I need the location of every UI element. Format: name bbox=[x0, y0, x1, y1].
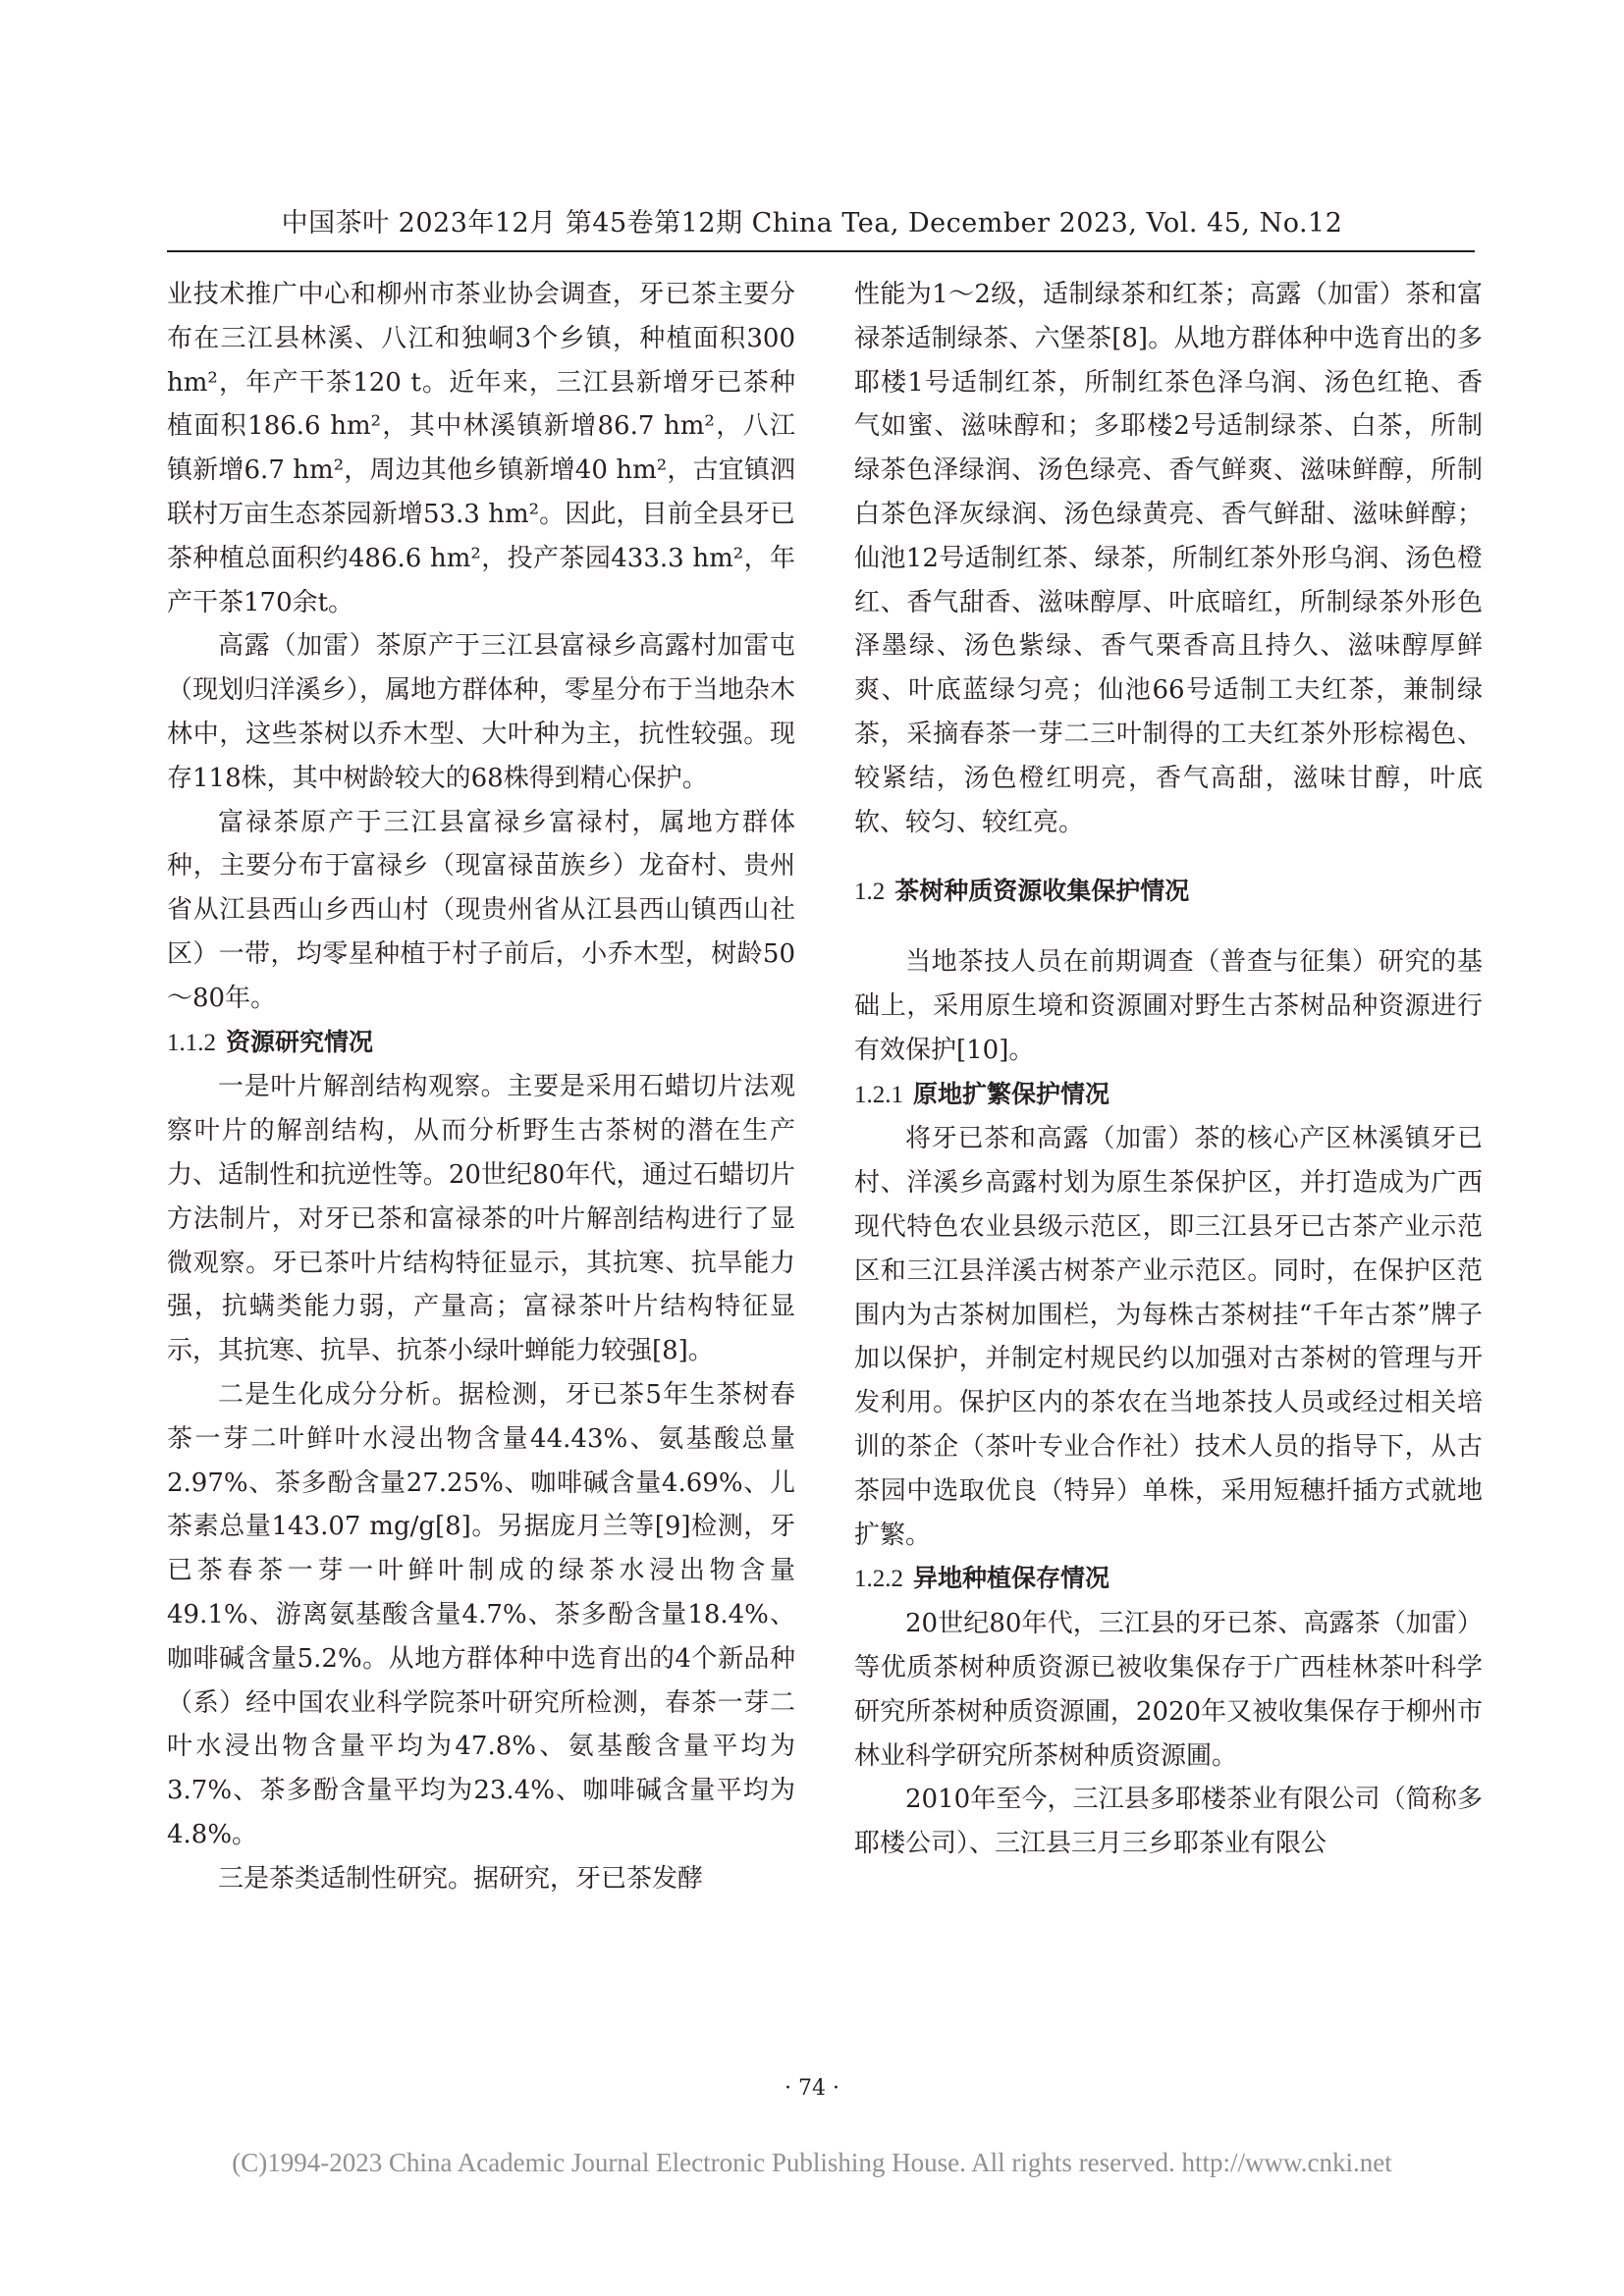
section-title: 茶树种质资源收集保护情况 bbox=[894, 877, 1190, 906]
paragraph: 一是叶片解剖结构观察。主要是采用石蜡切片法观察叶片的解剖结构，从而分析野生古茶树的潜在生产力、适制性和抗逆性等。20世纪80年代，通过石蜡切片方法制片，对牙已茶和富禄茶的叶片解剖结构进行了显微观察。牙已茶叶片结构特征显示，其抗寒、抗旱能力强，抗螨类能力弱，产量高；富禄茶叶片结构特征显示，其抗寒、抗旱、抗茶小绿叶蝉能力较强[8]。 bbox=[167, 1072, 795, 1366]
section-heading-1-1-2 bbox=[167, 1021, 795, 1066]
section-number: 1.2.1 bbox=[854, 1081, 903, 1108]
section-heading-1-2 bbox=[854, 870, 1483, 915]
paragraph: 二是生化成分分析。据检测，牙已茶5年生茶树春茶一芽二叶鲜叶水浸出物含量44.43%、氨基酸总量2.97%、茶多酚含量27.25%、咖啡碱含量4.69%、儿茶素总量143.07 mg/g[8]。另据庞月兰等[9]检测，牙已茶春茶一芽一叶鲜叶制成的绿茶水浸出物含量49.1%、游离氨基酸含量4.7%、茶多酚含量18.4%、咖啡碱含量5.2%。从地方群体种中选育出的4个新品种（系）经中国农业科学院茶叶研究所检测，春茶一芽二叶水浸出物含量平均为47.8%、氨基酸含量平均为3.7%、茶多酚含量平均为23.4%、咖啡碱含量平均为4.8%。 bbox=[167, 1379, 795, 1849]
header-rule bbox=[167, 250, 1475, 252]
section-title: 原地扩繁保护情况 bbox=[913, 1079, 1110, 1108]
paragraph: 富禄茶原产于三江县富禄乡富禄村，属地方群体种，主要分布于富禄乡（现富禄苗族乡）龙奋村、贵州省从江县西山乡西山村（现贵州省从江县西山镇西山社区）一带，均零星种植于村子前后，小乔木型，树龄50～80年。 bbox=[167, 807, 795, 1013]
left-column bbox=[167, 273, 795, 1900]
section-number: 1.2.2 bbox=[854, 1566, 903, 1593]
section-heading-1-2-1 bbox=[854, 1073, 1483, 1118]
section-number: 1.1.2 bbox=[167, 1029, 216, 1056]
right-column bbox=[854, 273, 1483, 1866]
paragraph: 当地茶技人员在前期调查（普查与征集）研究的基础上，采用原生境和资源圃对野生古茶树品种资源进行有效保护[10]。 bbox=[854, 947, 1483, 1065]
section-number: 1.2 bbox=[854, 879, 886, 906]
section-heading-1-2-2 bbox=[854, 1557, 1483, 1602]
paragraph: 业技术推广中心和柳州市茶业协会调查，牙已茶主要分布在三江县林溪、八江和独峒3个乡镇，种植面积300 hm²，年产干茶120 t。近年来，三江县新增牙已茶种植面积186.6 hm²，其中林溪镇新增86.7 hm²，八江镇新增6.7 hm²，周边其他乡镇新增40 hm²，古宜镇泗联村万亩生态茶园新增53.3 hm²。因此，目前全县牙已茶种植总面积约486.6 hm²，投产茶园433.3 hm²，年产干茶170余t。 bbox=[167, 280, 795, 617]
paragraph: 性能为1～2级，适制绿茶和红茶；高露（加雷）茶和富禄茶适制绿茶、六堡茶[8]。从地方群体种中选育出的多耶楼1号适制红茶，所制红茶色泽乌润、汤色红艳、香气如蜜、滋味醇和；多耶楼2号适制绿茶、白茶，所制绿茶色泽绿润、汤色绿亮、香气鲜爽、滋味鲜醇，所制白茶色泽灰绿润、汤色绿黄亮、香气鲜甜、滋味鲜醇；仙池12号适制红茶、绿茶，所制红茶外形乌润、汤色橙红、香气甜香、滋味醇厚、叶底暗红，所制绿茶外形色泽墨绿、汤色紫绿、香气栗香高且持久、滋味醇厚鲜爽、叶底蓝绿匀亮；仙池66号适制工夫红茶，兼制绿茶，采摘春茶一芽二三叶制得的工夫红茶外形棕褐色、较紧结，汤色橙红明亮，香气高甜，滋味甘醇，叶底软、较匀、较红亮。 bbox=[854, 280, 1483, 837]
running-header: 中国茶叶 2023年12月 第45卷第12期 China Tea, December 2023, Vol. 45, No.12 bbox=[281, 208, 1343, 239]
copyright-notice: (C)1994-2023 China Academic Journal Electronic Publishing House. All rights reserved. http://www.cnki.net bbox=[232, 2148, 1392, 2177]
paragraph: 高露（加雷）茶原产于三江县富禄乡高露村加雷屯（现划归洋溪乡），属地方群体种，零星分布于当地杂木林中，这些茶树以乔木型、大叶种为主，抗性较强。现存118株，其中树龄较大的68株得到精心保护。 bbox=[167, 631, 795, 793]
section-title: 异地种植保存情况 bbox=[913, 1564, 1110, 1593]
section-title: 资源研究情况 bbox=[226, 1027, 374, 1056]
paragraph: 将牙已茶和高露（加雷）茶的核心产区林溪镇牙已村、洋溪乡高露村划为原生茶保护区，并打造成为广西现代特色农业县级示范区，即三江县牙已古茶产业示范区和三江县洋溪古树茶产业示范区。同时，在保护区范围内为古茶树加围栏，为每株古茶树挂“千年古茶”牌子加以保护，并制定村规民约以加强对古茶树的管理与开发利用。保护区内的茶农在当地茶技人员或经过相关培训的茶企（茶叶专业合作社）技术人员的指导下，从古茶园中选取优良（特异）单株，采用短穗扦插方式就地扩繁。 bbox=[854, 1124, 1483, 1550]
paragraph: 20世纪80年代，三江县的牙已茶、高露茶（加雷）等优质茶树种质资源已被收集保存于广西桂林茶叶科学研究所茶树种质资源圃，2020年又被收集保存于柳州市林业科学研究所茶树种质资源圃。 bbox=[854, 1609, 1483, 1771]
page-number: · 74 · bbox=[785, 2076, 839, 2101]
paragraph: 三是茶类适制性研究。据研究，牙已茶发酵 bbox=[218, 1863, 704, 1894]
paragraph: 2010年至今，三江县多耶楼茶业有限公司（简称多耶楼公司）、三江县三月三乡耶茶业有限公 bbox=[854, 1785, 1483, 1859]
